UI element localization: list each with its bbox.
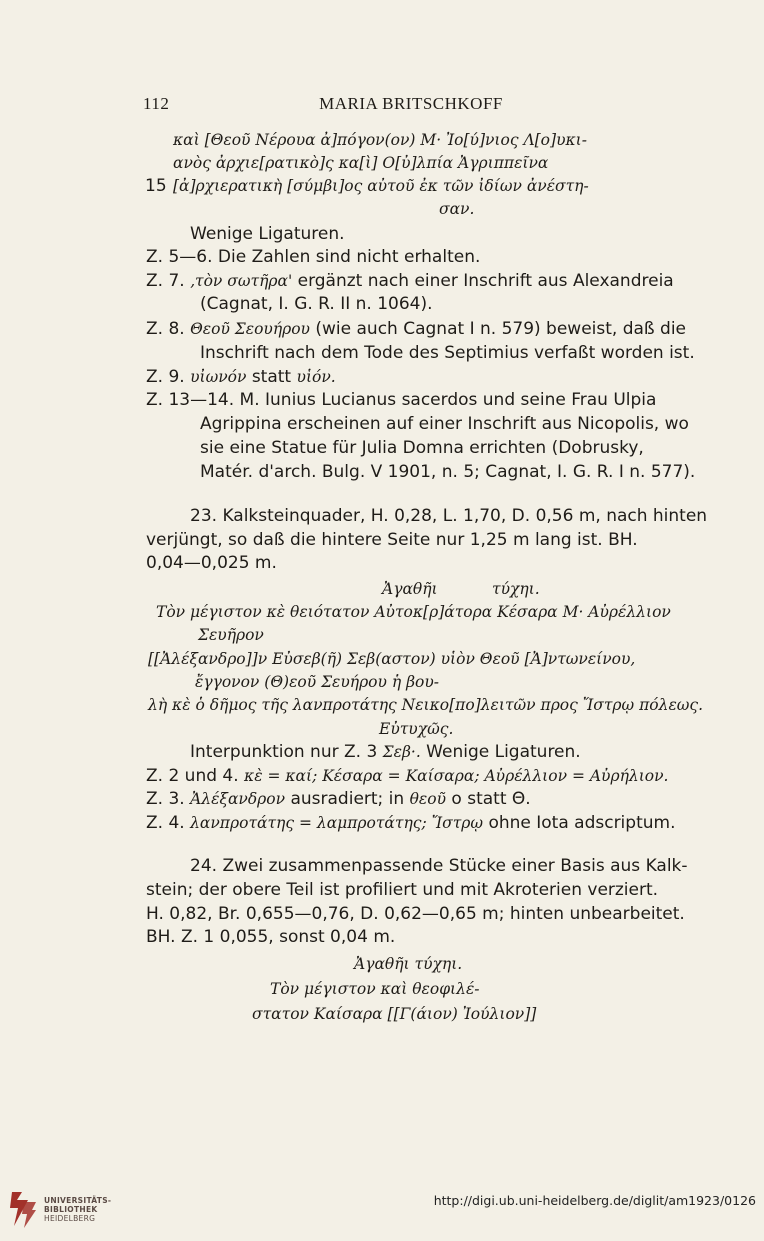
entry-23-greek: Σευῆρον xyxy=(198,626,264,644)
greek-line-4: σαν. xyxy=(439,200,475,218)
note-label: Z. 4. xyxy=(146,813,185,833)
note-text: statt xyxy=(251,367,292,387)
note-z9 xyxy=(146,366,336,388)
note-label: Z. 8. xyxy=(146,319,185,339)
page-number: 112 xyxy=(143,94,170,113)
note-z8-cont: Inschrift nach dem Tode des Septimius verfaßt worden ist. xyxy=(200,343,695,363)
greek-phrase: Ἀλέξανδρον xyxy=(190,790,286,808)
note-text: ohne Iota adscriptum. xyxy=(488,813,676,833)
line-number: 15 xyxy=(145,176,167,196)
entry-23-note xyxy=(146,788,531,810)
entry-23-greek: Ἀγαθῆι xyxy=(382,580,438,598)
library-name-line: HEIDELBERG xyxy=(44,1214,96,1223)
library-name xyxy=(44,1196,111,1223)
note-label: Z. 7. xyxy=(146,271,185,291)
note-text: ergänzt nach einer Inschrift aus Alexandreia xyxy=(297,271,674,291)
entry-23-greek: [[Ἀλέξανδρο]]ν Εὐσεβ(ῆ) Σεβ(αστον) υἱὸν Θεοῦ [Ἀ]ντωνείνου, xyxy=(148,650,636,668)
greek-line-2: ανὸς ἀρχιε[ρατικὸ]ς κα[ὶ] Ο[ὐ]λπία Ἀγριππεῖνα xyxy=(173,154,549,172)
greek-phrase: κὲ = καί; Κέσαρα = Καίσαρα; Αὐρέλλιον = Αὐρήλιον. xyxy=(244,767,669,785)
entry-23-greek: λὴ κὲ ὁ δῆμος τῆς λανπροτάτης Νεικο[πο]λειτῶν προς Ἴστρῳ πόλεως. xyxy=(148,696,704,714)
note-text: (wie auch Cagnat I n. 579) beweist, daß die xyxy=(315,319,687,339)
note-z13-14: Z. 13—14. M. Iunius Lucianus sacerdos und seine Frau Ulpia xyxy=(146,390,657,410)
greek-phrase: Θεοῦ Σεουήρου xyxy=(190,320,310,338)
entry-24-greek: στατον Καίσαρα [[Γ(άιον) Ἰούλιον]] xyxy=(252,1005,537,1023)
note-text: ausradiert; in xyxy=(290,789,405,809)
note-label: Z. 9. xyxy=(146,367,185,387)
entry-23-greek: ἔγγονον (Θ)εοῦ Σευήρου ἡ βου- xyxy=(195,673,440,691)
running-head: MARIA BRITSCHKOFF xyxy=(319,94,503,113)
library-logo-icon xyxy=(8,1188,38,1230)
source-url-link[interactable]: http://digi.ub.uni-heidelberg.de/diglit/am1923/0126 xyxy=(433,1193,756,1208)
greek-phrase: υἰωνόν xyxy=(190,368,247,386)
entry-24-greek: Τὸν μέγιστον καὶ θεοφιλέ- xyxy=(270,980,480,998)
library-name-line: UNIVERSITÄTS- xyxy=(44,1196,112,1205)
note-z7-cont: (Cagnat, I. G. R. II n. 1064). xyxy=(200,294,433,314)
greek-phrase: λανπροτάτης = λαμπροτάτης; Ἴστρῳ xyxy=(190,814,484,832)
note-label: Z. 2 und 4. xyxy=(146,766,239,786)
entry-23-description: 23. Kalksteinquader, H. 0,28, L. 1,70, D. 0,56 m, nach hinten xyxy=(190,506,708,526)
greek-phrase: Σεβ·. xyxy=(382,743,421,761)
entry-24-description: BH. Z. 1 0,055, sonst 0,04 m. xyxy=(146,927,396,947)
greek-line-1: καὶ [Θεοῦ Νέρουα ἀ]πόγον(ον) Μ· Ἰο[ύ]νιος Λ[ο]υκι- xyxy=(173,131,587,149)
library-name-line: BIBLIOTHEK xyxy=(44,1205,98,1214)
page-header xyxy=(143,94,679,116)
note-z13-14-cont: Agrippina erscheinen auf einer Inschrift aus Nicopolis, wo xyxy=(200,414,689,434)
note-text: Wenige Ligaturen. xyxy=(426,742,581,762)
entry-24-description: H. 0,82, Br. 0,655—0,76, D. 0,62—0,65 m; hinten unbearbeitet. xyxy=(146,904,685,924)
entry-24-greek: Ἀγαθῆι τύχηι. xyxy=(354,955,463,973)
note-z7 xyxy=(146,270,674,292)
note-z5-6: Z. 5—6. Die Zahlen sind nicht erhalten. xyxy=(146,247,481,267)
note-text: Interpunktion nur Z. 3 xyxy=(190,742,378,762)
entry-23-note xyxy=(146,765,668,787)
entry-23-greek: Τὸν μέγιστον κὲ θειότατον Αὐτοκ[ρ]άτορα Κέσαρα Μ· Αὐρέλλιον xyxy=(156,603,671,621)
greek-phrase: ‚τὸν σωτῆρα' xyxy=(190,272,293,290)
entry-24-description: stein; der obere Teil ist profiliert und mit Akroterien verziert. xyxy=(146,880,659,900)
note-text: o statt Θ. xyxy=(451,789,531,809)
note-z8 xyxy=(146,318,686,340)
note-z13-14-cont: sie eine Statue für Julia Domna errichten (Dobrusky, xyxy=(200,438,644,458)
note-z13-14-cont: Matér. d'arch. Bulg. V 1901, n. 5; Cagnat, I. G. R. I n. 577). xyxy=(200,462,696,482)
entry-23-description: verjüngt, so daß die hintere Seite nur 1,25 m lang ist. BH. xyxy=(146,530,638,550)
entry-23-note xyxy=(146,812,675,834)
entry-23-description: 0,04—0,025 m. xyxy=(146,553,277,573)
note-ligatures: Wenige Ligaturen. xyxy=(190,224,345,244)
greek-phrase: θεοῦ xyxy=(409,790,446,808)
entry-23-greek: τύχηι. xyxy=(492,580,540,598)
greek-phrase: υἱόν. xyxy=(296,368,336,386)
entry-24-description: 24. Zwei zusammenpassende Stücke einer Basis aus Kalk- xyxy=(190,856,688,876)
greek-line-3: [ἀ]ρχιερατικὴ [σύμβι]ος αὐτοῦ ἐκ τῶν ἰδίων ἀνέστη- xyxy=(173,177,589,195)
entry-23-note xyxy=(190,741,581,763)
entry-23-greek: Εὐτυχῶς. xyxy=(379,720,454,738)
note-label: Z. 3. xyxy=(146,789,185,809)
